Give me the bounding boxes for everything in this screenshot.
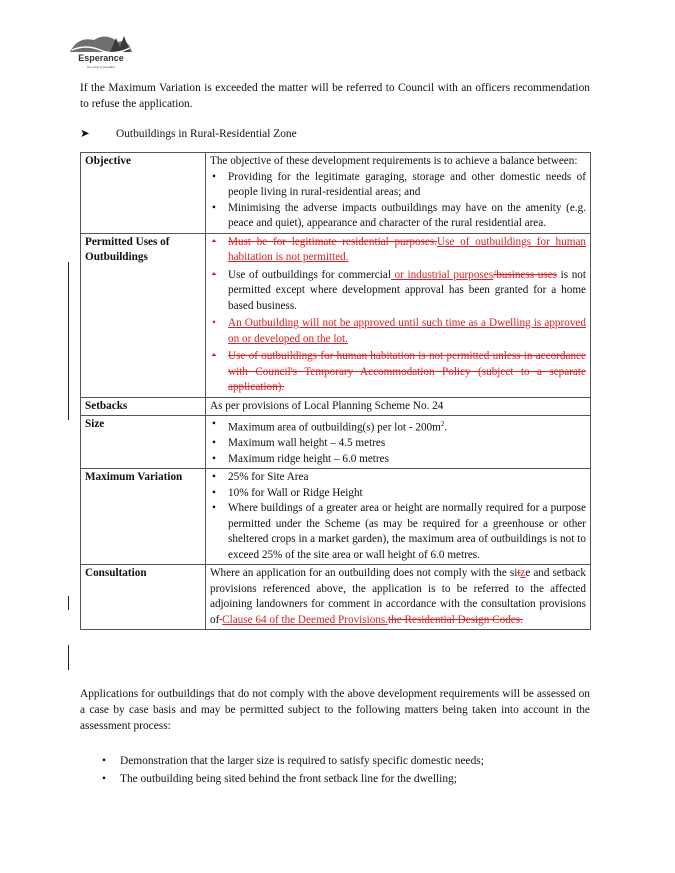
list-item: • An Outbuilding will not be approved until such time as a Dwelling is approved on or developed on the lot.	[212, 317, 586, 345]
variation-cell	[206, 469, 591, 565]
change-bar	[68, 596, 69, 610]
list-item: • Maximum wall height – 4.5 metres	[212, 437, 386, 450]
list-item: • Maximum area of outbuilding(s) per lot - $200m^2$.	[212, 418, 448, 434]
objective-list	[210, 170, 586, 232]
consultation-cell: Where an application for an outbuilding does not comply with the sitze and setback provisions referenced above, the application is to be referred to the affected adjoining landowners for comment in accordance with the consultation provisions of Clause 64 of the Deemed Provisions.the Residential Design Codes.	[206, 565, 591, 630]
objective-text: The objective of these development requirements is to achieve a balance between:	[210, 155, 578, 167]
row-label-consultation: Consultation	[81, 565, 206, 630]
permitted-list	[210, 235, 586, 396]
table-row	[81, 397, 591, 416]
variation-list	[210, 470, 586, 563]
change-bar	[68, 645, 69, 670]
row-label-permitted: Permitted Uses of Outbuildings	[81, 233, 206, 397]
permitted-cell	[206, 233, 591, 397]
list-item: • Demonstration that the larger size is required to satisfy specific domestic needs;	[102, 755, 484, 767]
svg-text:Esperance: Esperance	[78, 53, 124, 63]
objective-cell	[206, 153, 591, 234]
row-label-size: Size	[81, 416, 206, 469]
list-item: • Use of outbuildings for commercial or industrial purposes/business uses is not permitted except where development approval has been granted for a home based business.	[212, 268, 586, 312]
closing-paragraph: Applications for outbuildings that do not comply with the above development requirements will be assessed on a case by case basis and may be permitted subject to the following matters being taken into account in the assessment process:	[80, 688, 590, 732]
intro-paragraph: If the Maximum Variation is exceeded the matter will be referred to Council with an officers recommendation to refuse the application.	[80, 82, 590, 110]
setbacks-cell: As per provisions of Local Planning Scheme No. 24	[206, 397, 591, 416]
table-row	[81, 469, 591, 565]
row-label-objective: Objective	[81, 153, 206, 234]
row-label-variation: Maximum Variation	[81, 469, 206, 565]
list-item: • 10% for Wall or Ridge Height	[212, 486, 363, 499]
arrow-bullet-icon: ➤	[80, 128, 90, 140]
list-item: • Minimising the adverse impacts outbuildings may have on the amenity (e.g. peace and quiet), appearance and character of the rural residential area.	[212, 201, 586, 229]
table-row	[81, 565, 591, 630]
section-heading-text: Outbuildings in Rural-Residential Zone	[116, 128, 297, 140]
esperance-logo	[66, 30, 136, 70]
list-item: • Use of outbuildings for human habitation is not permitted unless in accordance with Council's Temporary Accommodation Policy (subject to a separate application).	[212, 350, 586, 393]
size-cell	[206, 416, 591, 469]
section-heading	[80, 126, 297, 140]
list-item: • Maximum ridge height – 6.0 metres	[212, 452, 389, 465]
table-row	[81, 233, 591, 397]
change-bar	[68, 262, 69, 420]
row-label-setbacks: Setbacks	[81, 397, 206, 416]
table-row	[81, 416, 591, 469]
list-item: • 25% for Site Area	[212, 471, 309, 484]
list-item: • Providing for the legitimate garaging, storage and other domestic needs of people living in rural-residential areas; and	[212, 170, 586, 198]
list-item: • Where buildings of a greater area or height are normally required for a purpose permitted under the Scheme (as may be required for a greenhouse or other sheltered crops in a market garden), the maximum area of outbuildings is not to exceed 25% of the site area or wall height of 6.0 metres.	[212, 502, 586, 561]
requirements-table	[80, 152, 591, 630]
list-item: • The outbuilding being sited behind the front setback line for the dwelling;	[102, 773, 457, 785]
table-row	[81, 153, 591, 234]
size-list	[210, 417, 586, 467]
closing-list	[100, 752, 590, 788]
svg-text:the coast of paradise: the coast of paradise	[86, 65, 116, 69]
list-item: • Must be for legitimate residential purposes.Use of outbuildings for human habitation is not permitted.	[212, 235, 586, 263]
